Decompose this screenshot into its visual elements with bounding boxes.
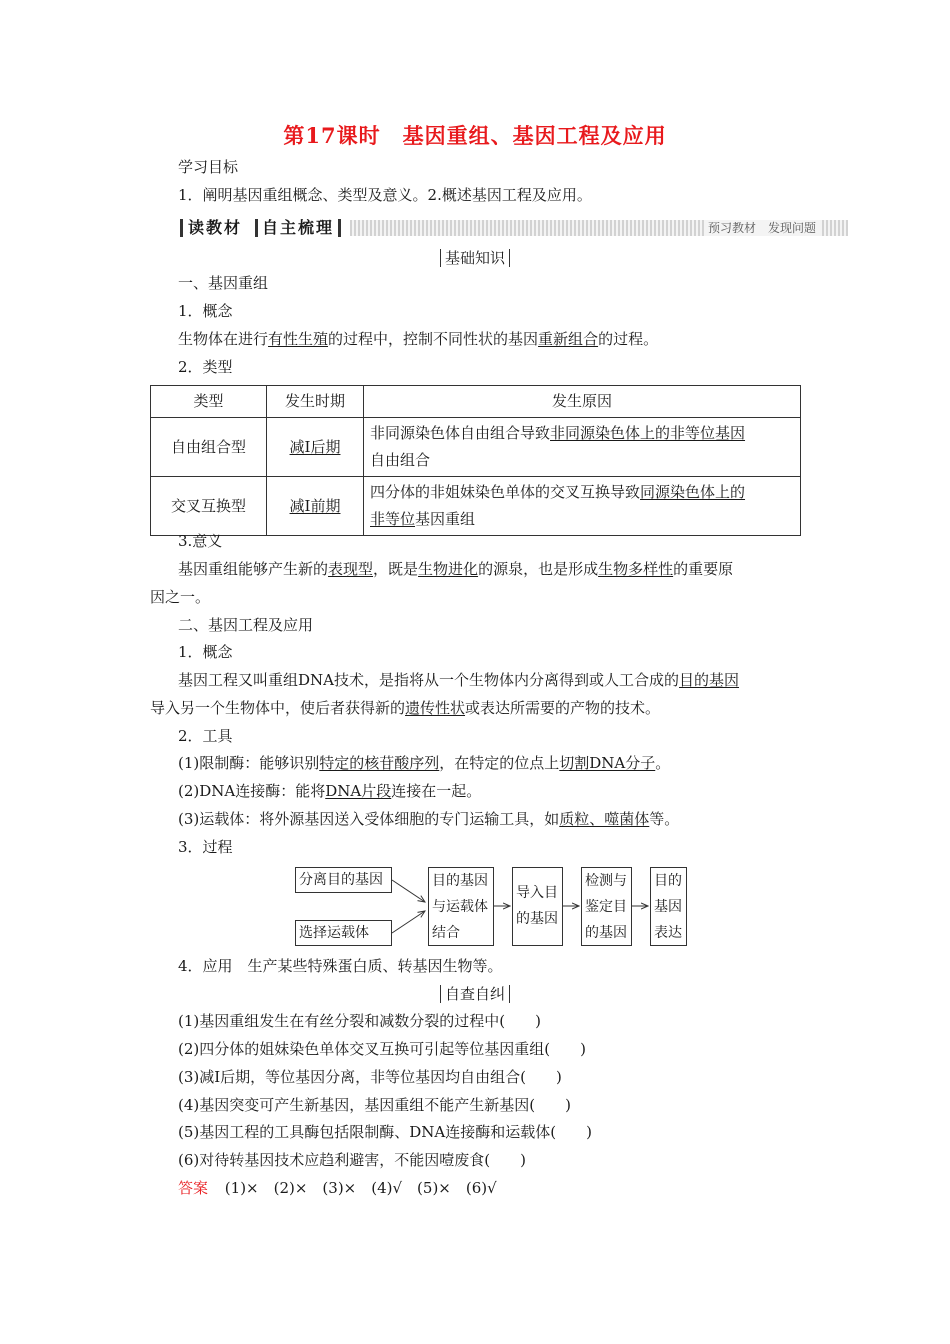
arrow-isolate-to-combine xyxy=(392,880,425,902)
meaning-heading: 3.意义 xyxy=(178,532,223,550)
table-header: 类型 xyxy=(151,386,267,418)
tools-heading: 2．工具 xyxy=(178,727,233,745)
banner-right-text: 预习教材 发现问题 xyxy=(704,220,820,236)
objectives-text: 1．阐明基因重组概念、类型及意义。2.概述基因工程及应用。 xyxy=(178,186,592,204)
flow-box-introduce: 导入目 的基因 xyxy=(512,867,563,946)
check-item: (5)基因工程的工具酶包括限制酶、DNA连接酶和运载体( ) xyxy=(178,1123,592,1141)
table-cell: 自由组合型 xyxy=(151,418,267,477)
ge-concept-heading: 1．概念 xyxy=(178,643,233,661)
answer-text: (1)× (2)× (3)× (4)√ (5)× (6)√ xyxy=(224,1179,497,1197)
flow-box-express: 目的 基因 表达 xyxy=(650,867,687,946)
check-item: (4)基因突变可产生新基因，基因重组不能产生新基因( ) xyxy=(178,1096,571,1114)
application-text: 4．应用 生产某些特殊蛋白质、转基因生物等。 xyxy=(178,957,503,975)
answer-line xyxy=(178,1177,497,1199)
table-cell: 减Ⅰ前期 xyxy=(267,477,364,536)
table-cell: 非同源染色体自由组合导致非同源染色体上的非等位基因 自由组合 xyxy=(364,418,801,477)
tool-restriction-enzyme: (1)限制酶：能够识别特定的核苷酸序列，在特定的位点上切割DNA分子。 xyxy=(178,754,671,772)
flow-box-choose-vector: 选择运载体 xyxy=(295,920,392,946)
table-cell: 四分体的非姐妹染色单体的交叉互换导致同源染色体上的 非等位基因重组 xyxy=(364,477,801,536)
banner-label: 读教材 xyxy=(188,218,243,237)
check-item: (1)基因重组发生在有丝分裂和减数分裂的过程中( ) xyxy=(178,1012,541,1030)
tool-vector: (3)运载体：将外源基因送入受体细胞的专门运输工具，如质粒、噬菌体等。 xyxy=(178,810,680,828)
check-item: (3)减Ⅰ后期，等位基因分离，非等位基因均自由组合( ) xyxy=(178,1068,562,1086)
page-title: 第17课时 基因重组、基因工程及应用 xyxy=(283,123,667,148)
table-header: 发生时期 xyxy=(267,386,364,418)
table-cell: 减Ⅰ后期 xyxy=(267,418,364,477)
answer-label: 答案 xyxy=(178,1179,209,1197)
flow-box-isolate-gene: 分离目的基因 xyxy=(295,867,392,893)
ge-concept-text-cont: 导入另一个生物体中，使后者获得新的遗传性状或表达所需要的产物的技术。 xyxy=(150,699,661,717)
section-basic-heading: 基础知识 xyxy=(0,247,950,268)
check-item: (6)对待转基因技术应趋利避害，不能因噎废食( ) xyxy=(178,1151,526,1169)
concept-heading: 1．概念 xyxy=(178,302,233,320)
arrow-vector-to-combine xyxy=(392,911,425,933)
meaning-text: 基因重组能够产生新的表现型，既是生物进化的源泉，也是形成生物多样性的重要原 xyxy=(178,560,734,578)
section-check-heading: 自查自纠 xyxy=(0,983,950,1004)
types-heading: 2．类型 xyxy=(178,358,233,376)
flow-box-combine: 目的基因 与运载体 结合 xyxy=(428,867,494,946)
objectives-heading: 学习目标 xyxy=(178,158,239,176)
table-cell: 交叉互换型 xyxy=(151,477,267,536)
meaning-text-cont: 因之一。 xyxy=(150,588,211,606)
part2-heading: 二、基因工程及应用 xyxy=(178,616,314,634)
ge-concept-text: 基因工程又叫重组DNA技术，是指将从一个生物体内分离得到或人工合成的目的基因 xyxy=(178,671,740,689)
flow-box-detect: 检测与 鉴定目 的基因 xyxy=(581,867,632,946)
process-heading: 3．过程 xyxy=(178,838,233,856)
concept-text: 生物体在进行有性生殖的过程中，控制不同性状的基因重新组合的过程。 xyxy=(178,330,659,348)
check-item: (2)四分体的姐妹染色单体交叉互换可引起等位基因重组( ) xyxy=(178,1040,586,1058)
part1-heading: 一、基因重组 xyxy=(178,274,269,292)
banner-label-2: 自主梳理 xyxy=(262,218,335,237)
tool-ligase: (2)DNA连接酶：能将DNA片段连接在一起。 xyxy=(178,782,482,800)
table-header: 发生原因 xyxy=(364,386,801,418)
